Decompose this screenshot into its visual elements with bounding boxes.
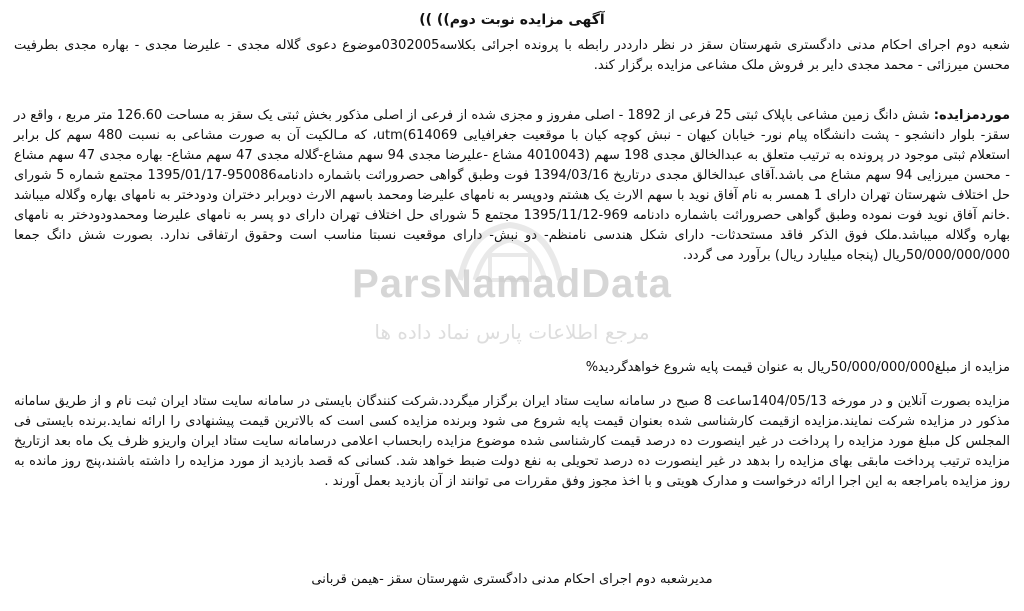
signature-line: مدیرشعبه دوم اجرای احکام مدنی دادگستری شهرستان سقز -هیمن قربانی <box>311 572 713 587</box>
notice-title: آگهی مزایده نوبت دوم)) )) <box>419 12 605 28</box>
base-price-paragraph: مزایده از مبلغ50/000/000/000ریال به عنوان قیمت پایه شروع خواهدگردید% <box>585 360 1010 375</box>
intro-paragraph: شعبه دوم اجرای احکام مدنی دادگستری شهرستان سقز در نظر دارددر رابطه با پرونده اجرائی بکلاسه0302005موضوع دعوی گلاله مجدی - علیرضا مجدی - بهاره مجدی بطرفیت محسن میرزائی - محمد مجدی دایر بر فروش ملک مشاعی مزایده برگزار کند. <box>14 38 1010 73</box>
watermark-subtitle: مرجع اطلاعات پارس نماد داده ها <box>374 320 650 344</box>
subject-label: موردمزایده: <box>933 108 1010 123</box>
conditions-paragraph: مزایده بصورت آنلاین و در مورخه 1404/05/13ساعت 8 صبح در سامانه سایت ستاد ایران برگزار میگردد.شرکت کنندگان بایستی در سامانه سایت ستاد ایران ثبت نام و از طریق سامانه مذکور در مزایده شرکت نمایند.مزایده ازقیمت کارشناسی شده بعنوان قیمت پایه شروع می شود وبرنده مزایده کسی است که بالاترین قیمت پیشنهادی را ارائه نماید.برنده بایستی فی المجلس کل مبلغ مورد مزایده را پرداخت در غیر اینصورت ده درصد قیمت کارشناسی شده موضوع مزایده رابحساب اعلامی درسامانه سایت ستاد ایران واریزو ظرف یک ماه بعد ازتاریخ مزایده ترتیب پرداخت مابقی بهای مزایده را بدهد در غیر اینصورت ده درصد تحویلی به نفع دولت ضبط خواهد شد. کسانی که قصد بازدید از مورد مزایده را داشته باشند،پنج روز مانده به روز مزایده بامراجعه به این اجرا ارائه درخواست و مدارک هویتی و با اخذ مجوز وفق مقررات می توانند از آن بازدید بعمل آورند . <box>14 394 1010 489</box>
watermark-logo-icon <box>450 210 570 300</box>
subject-body: شش دانگ زمین مشاعی باپلاک ثبتی 25 فرعی از 1892 - اصلی مفروز و مجزی شده از فرعی از اصلی مذکور بخش ثبتی یک سقز به مساحت 126.60 متر مربع ، واقع در سقز- بلوار دانشجو - پشت دانشگاه پیام نور- خیابان کیهان - نبش کوچه کیان با موقعیت جغرافیایی utm(614069، که مـالکیت آن به صورت مشاعی به نسبت 480 سهم کل برابر استعلام ثبتی موجود در پرونده به ترتیب متعلق به عبدالخالق مجدی 198 سهم (4010043 مشاع -علیرضا مجدی 94 سهم مشاع-گلاله مجدی 47 سهم مشاع- بهاره مجدی 47 سهم مشاع - محسن میرزایی 94 سهم مشاع می باشد.آقای عبدالخالق مجدی درتاریخ 1394/03/16 فوت وطبق گواهی حصروراثت باشماره دادنامه950086-1395/01/17 مجتمع شماره 5 شورای حل اختلاف شهرستان تهران دارای 1 همسر به نام آفاق نوید با سهم الارث یک هشتم ودوپسر به نامهای علیرضا ومحمد باسهم الارث دوبرابر دختران ودودختر به نامهای بهاره وگلاله میباشد .خانم آفاق نوید فوت نموده وطبق گواهی حصروراثت باشماره دادنامه 969-1395/11/12 مجتمع 5 شورای حل اختلاف تهران دارای دو پسر به نامهای علیرضا ومحمدودودختر به نامهای بهاره وگلاله میباشد.ملک فوق الذکر فاقد مستحدثات- دارای شکل هندسی نامنظم- دو نبش- دارای موقعیت نسبتا مناسب است وحقوق ارتفاقی ندارد. بصورت شش دانگ جمعا 50/000/000/000ریال (پنجاه میلیارد ریال) برآورد می گردد. <box>14 108 1011 263</box>
watermark-text: ParsNamadData <box>352 262 672 306</box>
